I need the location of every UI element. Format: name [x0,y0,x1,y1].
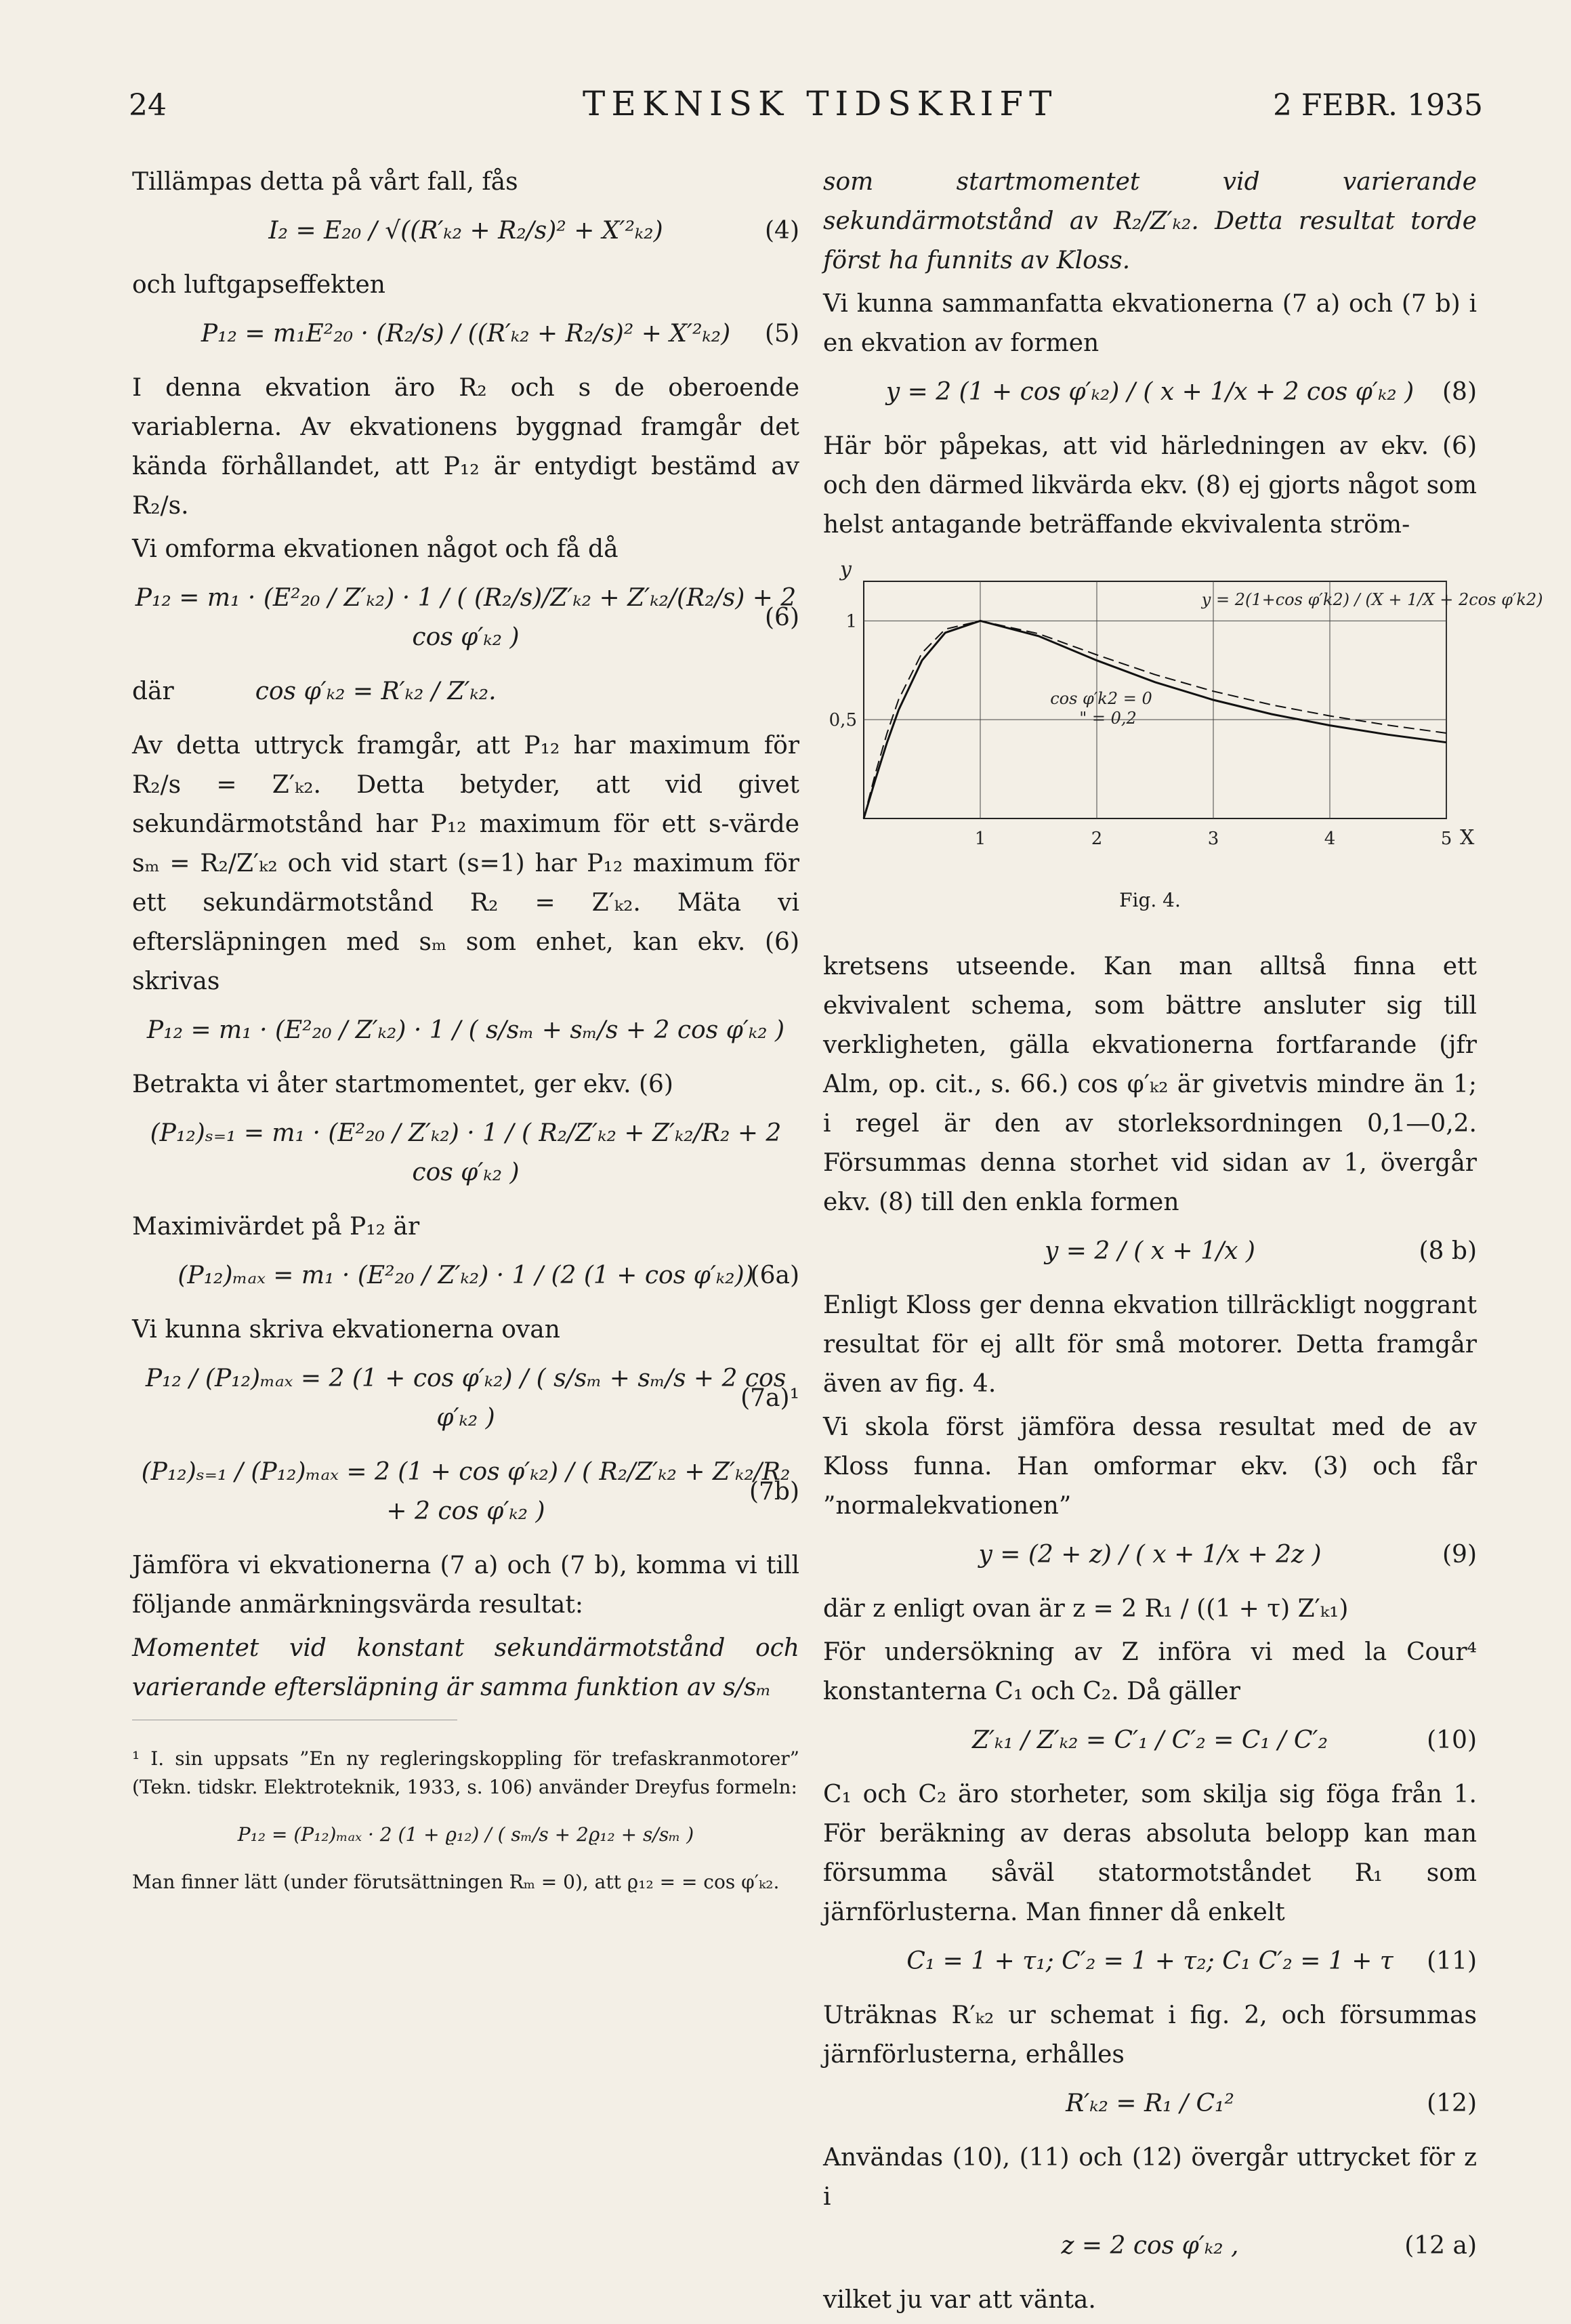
paragraph: vilket ju var att vänta. [823,2286,1096,2314]
right-column [823,163,1543,2324]
figure-4 [823,554,1543,878]
left-column [132,163,799,1915]
x-tick-label: 4 [1324,829,1336,849]
equation-11: C₁ = 1 + τ₁; C′₂ = 1 + τ₂; C₁ C′₂ = 1 + τ (11) [906,1947,1477,1975]
equation-12a: z = 2 cos φ′ₖ₂ , (12 a) [1061,2232,1477,2260]
equation-cos: där cos φ′ₖ₂ = R′ₖ₂ / Z′ₖ₂. [132,678,497,705]
y-axis-label: y [840,558,852,581]
paragraph: Användas (10), (11) och (12) övergår uttrycket för z i [823,2144,1477,2211]
equation-7b: (P₁₂)ₛ₌₁ / (P₁₂)ₘₐₓ = 2 (1 + cos φ′ₖ₂) / ( R₂/Z′ₖ₂ + Z′ₖ₂/R₂ + 2 cos φ′ₖ₂ ) (7b) [141,1458,799,1525]
paragraph: C₁ och C₂ äro storheter, som skilja sig föga från 1. För beräkning av deras absoluta belopp kan man försumma såväl statormotståndet R₁ som järnförlusterna. Man finner då enkelt [823,1781,1477,1926]
paragraph: Betrakta vi åter startmomentet, ger ekv. (6) [132,1071,673,1098]
paragraph: Vi omforma ekvationen något och få då [132,535,619,563]
paragraph: och luftgapseffekten [132,271,385,299]
equation-10: Z′ₖ₁ / Z′ₖ₂ = C′₁ / C′₂ = C₁ / C′₂ (10) [971,1726,1477,1754]
y-tick-label: 1 [845,611,857,632]
journal-title: TEKNISK TIDSKRIFT [583,84,1058,123]
x-tick-label: 5 [1440,829,1452,849]
page-number: 24 [129,88,167,123]
paragraph: Tillämpas detta på vårt fall, fås [132,168,518,196]
x-tick-label: 1 [974,829,986,849]
equation-8: y = 2 (1 + cos φ′ₖ₂) / ( x + 1/x + 2 cos φ′ₖ₂ ) (8) [885,378,1477,406]
equation-4: I₂ = E₂₀ / √((R′ₖ₂ + R₂/s)² + X′²ₖ₂) (4) [268,217,799,245]
chart-formula: y = 2(1+cos φ′k2) / (X + 1/X + 2cos φ′k2) [1201,590,1543,609]
x-tick-label: 2 [1091,829,1103,849]
equation-5: P₁₂ = m₁E²₂₀ · (R₂/s) / ((R′ₖ₂ + R₂/s)² + X′²ₖ₂) (5) [201,320,799,348]
paragraph: Av detta uttryck framgår, att P₁₂ har maximum för R₂/s = Z′ₖ₂. Detta betyder, att vid givet sekundärmotstånd har P₁₂ maximum för ett s-värde sₘ = R₂/Z′ₖ₂ och vid start (s=1) har P₁₂ maximum för ett sekundärmotstånd R₂ = Z′ₖ₂. Mäta vi eftersläpningen med sₘ som enhet, kan ekv. (6) skrivas [132,732,799,995]
paragraph: Maximivärdet på P₁₂ är [132,1213,420,1241]
paragraph: Uträknas R′ₖ₂ ur schemat i fig. 2, och försummas järnförlusterna, erhålles [823,2001,1477,2069]
equation-9: y = (2 + z) / ( x + 1/x + 2z ) (9) [978,1541,1477,1569]
paragraph: Vi kunna sammanfatta ekvationerna (7 a) och (7 b) i en ekvation av formen [823,290,1477,357]
equation-6a: (P₁₂)ₘₐₓ = m₁ · (E²₂₀ / Z′ₖ₂) · 1 / (2 (1 + cos φ′ₖ₂)) (6a) [177,1262,799,1289]
footnote-equation: P₁₂ = (P₁₂)ₘₐₓ · 2 (1 + ϱ₁₂) / ( sₘ/s + 2ϱ₁₂ + s/sₘ ) [237,1823,694,1846]
plot-frame [864,581,1446,818]
figure-caption: Fig. 4. [1119,889,1181,911]
paragraph: kretsens utseende. Kan man alltså finna ett ekvivalent schema, som bättre ansluter sig till verkligheten, gälla ekvationerna fortfarande (jfr Alm, op. cit., s. 66.) cos φ′ₖ₂ är givetvis mindre än 1; i regel är den av storleksordningen 0,1—0,2. Försummas denna storhet vid sidan av 1, övergår ekv. (8) till den enkla formen [823,953,1477,1216]
issue-date: 2 FEBR. 1935 [1272,88,1483,123]
y-tick-label: 0,5 [829,710,857,731]
paragraph: Här bör påpekas, att vid härledningen av ekv. (6) och den därmed likvärda ekv. (8) ej gjorts något som helst antagande beträffande ekvivalenta ström- [823,432,1477,539]
annotation-cos02: " = 0,2 [1079,709,1137,728]
chart [823,554,1543,866]
paragraph: som startmomentet vid varierande sekundärmotstånd av R₂/Z′ₖ₂. Detta resultat torde först ha funnits av Kloss. [823,168,1477,274]
result-statement: Momentet vid konstant sekundärmotstånd och varierande eftersläpning är samma funktion av s/sₘ [132,1634,799,1701]
paragraph: I denna ekvation äro R₂ och s de oberoende variablerna. Av ekvationens byggnad framgår det kända förhållandet, att P₁₂ är entydigt bestämd av R₂/s. [132,374,799,520]
paragraph: Jämföra vi ekvationerna (7 a) och (7 b), komma vi till följande anmärkningsvärda resultat: [132,1552,799,1619]
footnote-rule [132,1720,457,1726]
equation-6-sm: P₁₂ = m₁ · (E²₂₀ / Z′ₖ₂) · 1 / ( s/sₘ + sₘ/s + 2 cos φ′ₖ₂ ) [146,1016,785,1044]
annotation-cos0: cos φ′k2 = 0 [1050,688,1152,708]
equation-12: R′ₖ₂ = R₁ / C₁² (12) [1066,2090,1477,2117]
equation-start: (P₁₂)ₛ₌₁ = m₁ · (E²₂₀ / Z′ₖ₂) · 1 / ( R₂/Z′ₖ₂ + Z′ₖ₂/R₂ + 2 cos φ′ₖ₂ ) [150,1119,782,1186]
x-axis-label: X [1460,826,1475,850]
x-tick-label: 3 [1207,829,1219,849]
paragraph: Enligt Kloss ger denna ekvation tillräckligt noggrant resultat för ej allt för små motorer. Detta framgår även av fig. 4. [823,1291,1477,1398]
paragraph: Vi kunna skriva ekvationerna ovan [132,1316,560,1344]
paragraph: där z enligt ovan är z = 2 R₁ / ((1 + τ) Z′ₖ₁) [823,1595,1349,1623]
equation-6: P₁₂ = m₁ · (E²₂₀ / Z′ₖ₂) · 1 / ( (R₂/s)/Z′ₖ₂ + Z′ₖ₂/(R₂/s) + 2 cos φ′ₖ₂ ) (6) [135,584,799,651]
paragraph: Vi skola först jämföra dessa resultat med de av Kloss funna. Han omformar ekv. (3) och får ”normalekvationen” [823,1413,1477,1520]
footnote: ¹ I. sin uppsats ”En ny regleringskoppling för trefaskranmotorer” (Tekn. tidskr. Elektroteknik, 1933, s. 106) använder Dreyfus formeln: [132,1747,799,1798]
equation-7a: P₁₂ / (P₁₂)ₘₐₓ = 2 (1 + cos φ′ₖ₂) / ( s/sₘ + sₘ/s + 2 cos φ′ₖ₂ ) (7a)¹ [145,1365,799,1432]
paragraph: För undersökning av Z införa vi med la Cour⁴ konstanterna C₁ och C₂. Då gäller [823,1638,1477,1705]
equation-8b: y = 2 / ( x + 1/x ) (8 b) [1045,1237,1477,1265]
footnote-end: Man finner lätt (under förutsättningen Rₘ = 0), att ϱ₁₂ = = cos φ′ₖ₂. [132,1871,780,1893]
